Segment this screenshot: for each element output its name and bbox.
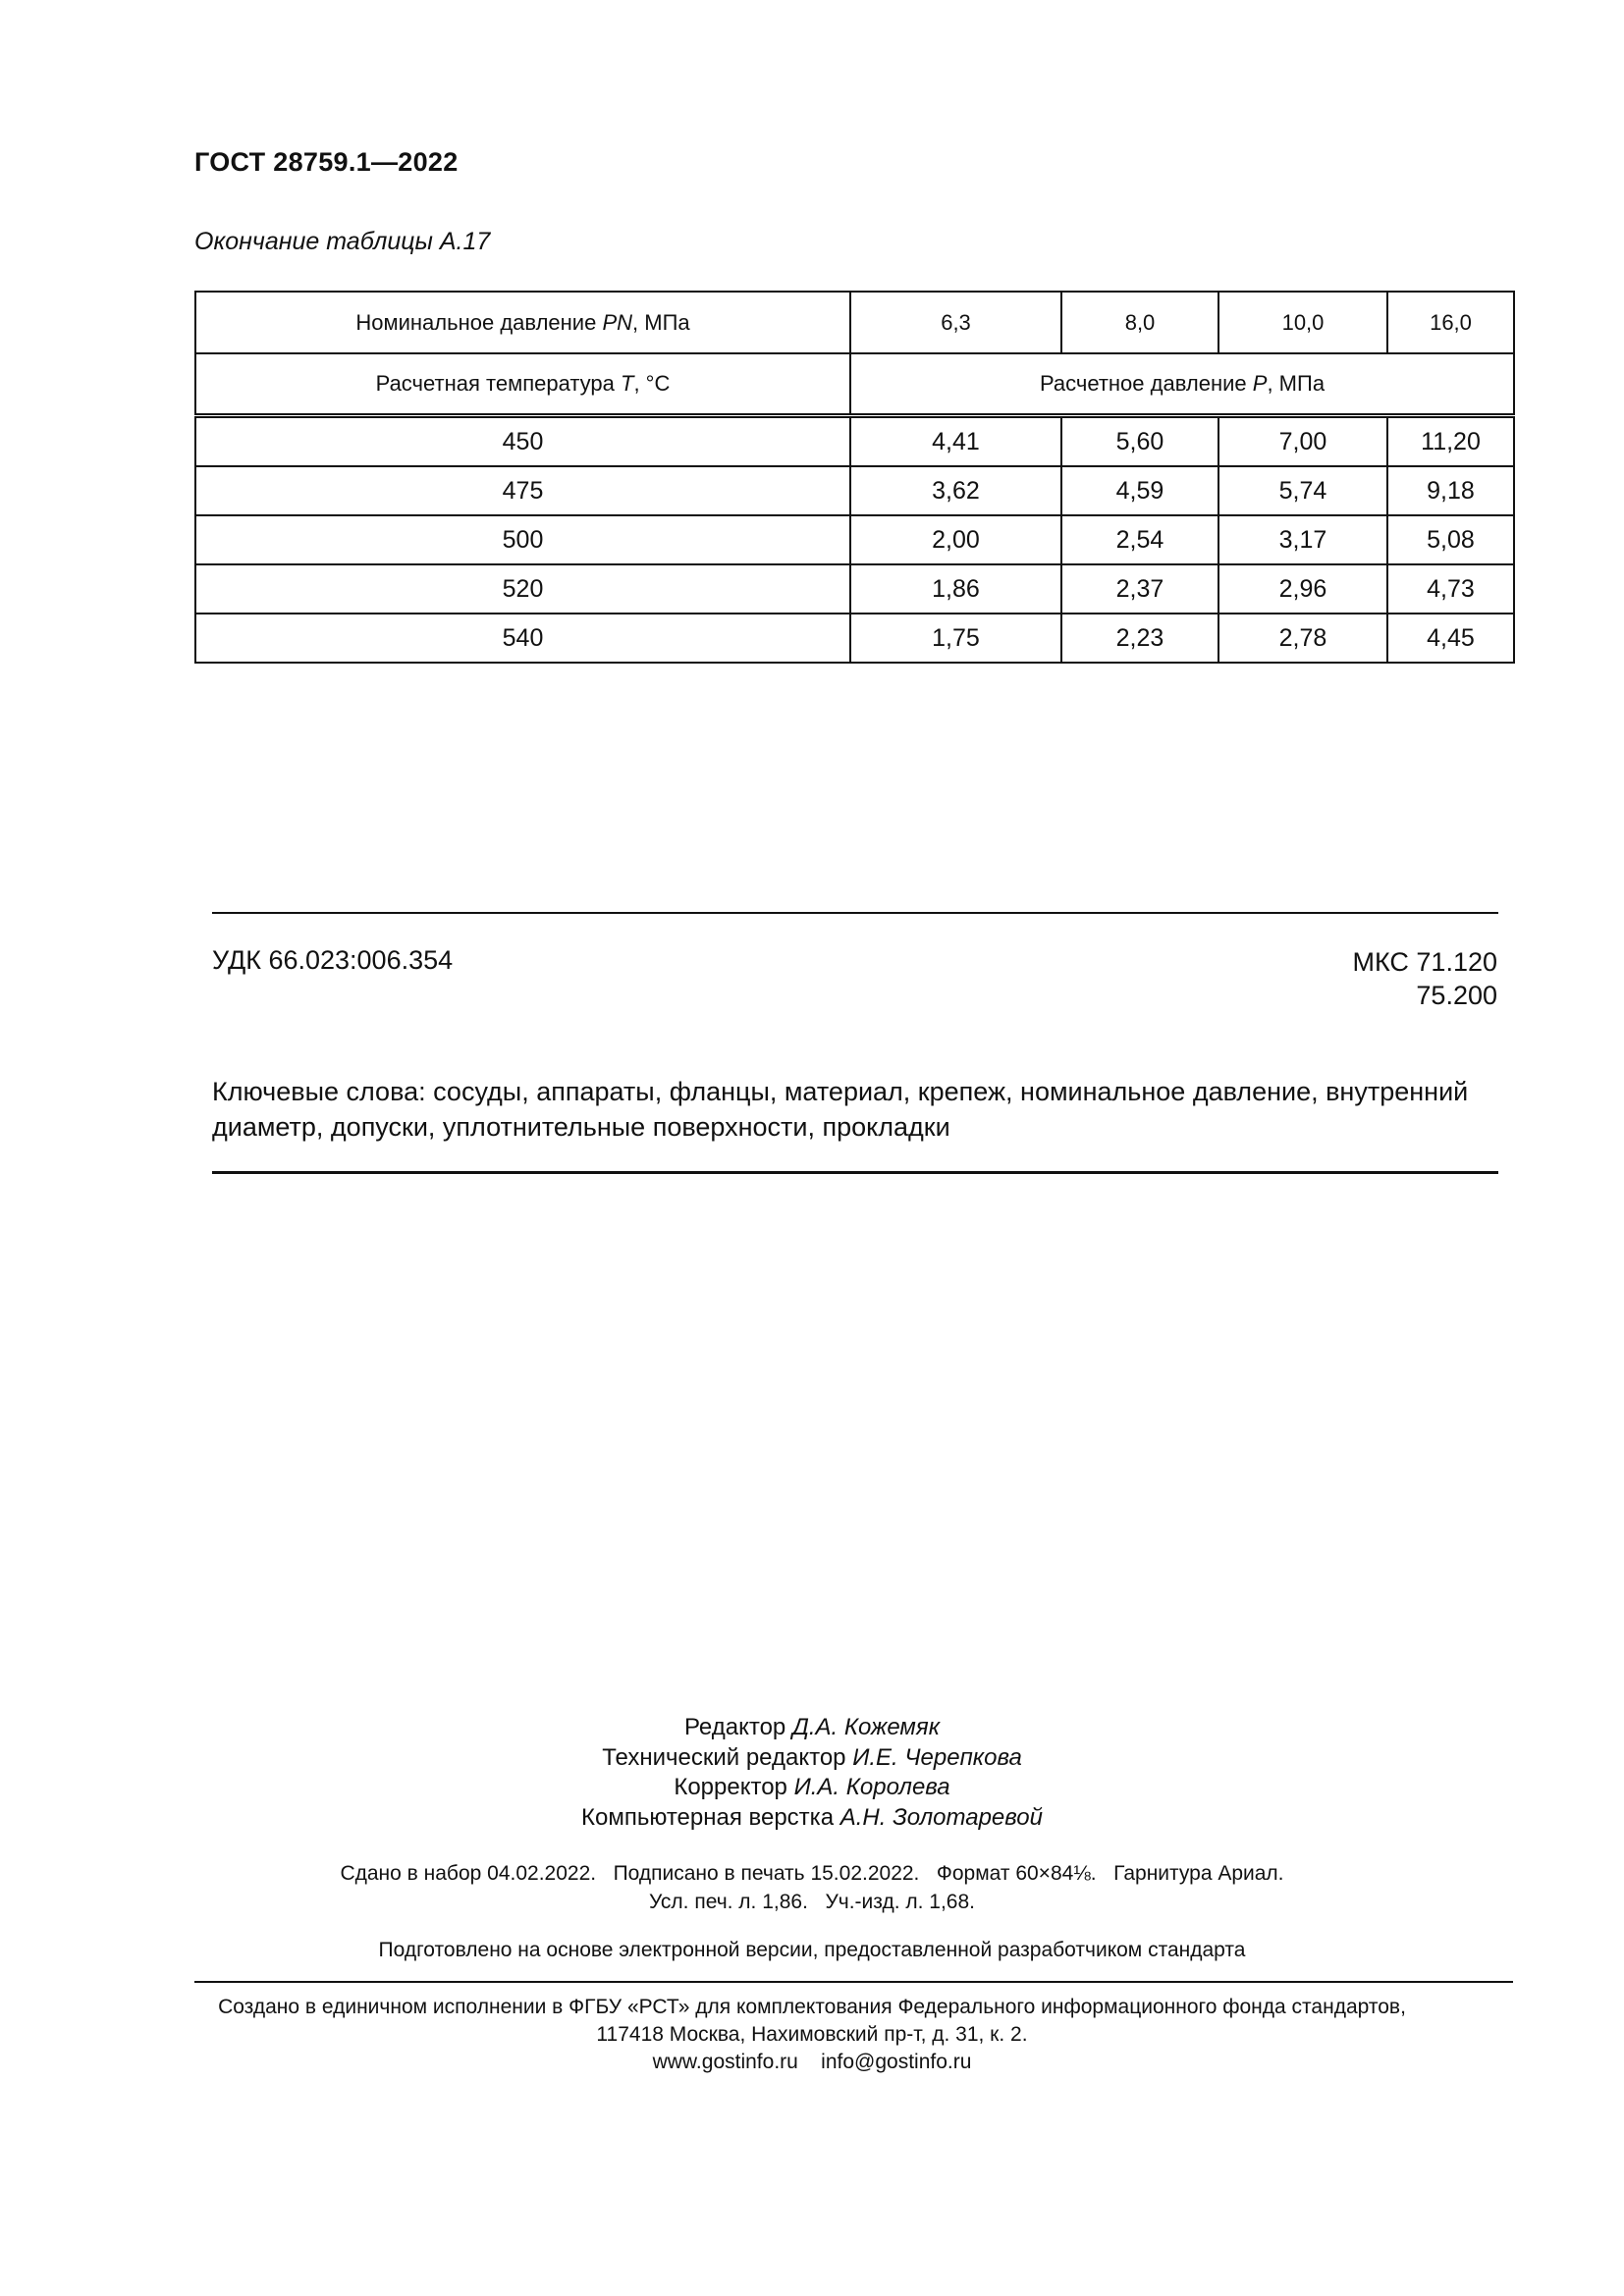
layout-line: Компьютерная верстка А.Н. Золотаревой (581, 1803, 1043, 1831)
standard-code: ГОСТ 28759.1—2022 (194, 147, 459, 177)
pressure-cell: 5,74 (1218, 466, 1387, 515)
keywords (212, 1074, 1498, 1145)
editor-line: Редактор Д.А. Кожемяк (683, 1714, 941, 1740)
temperature-cell: 450 (195, 416, 850, 467)
print-info-line: Сдано в набор 04.02.2022. Подписано в печать 15.02.2022. Формат 60×84⅛. Гарнитура Ариал. (340, 1862, 1284, 1885)
pressure-cell: 1,75 (850, 614, 1061, 663)
table-row (195, 614, 1514, 663)
pressure-cell: 11,20 (1387, 416, 1514, 467)
keywords-line: диаметр, допуски, уплотнительные поверхности, прокладки (212, 1112, 950, 1142)
temperature-cell: 520 (195, 564, 850, 614)
pressure-cell: 2,96 (1218, 564, 1387, 614)
udk-code: УДК 66.023:006.354 (212, 945, 454, 975)
pn-value: 16,0 (1387, 292, 1514, 353)
corrector-line: Корректор И.А. Королева (674, 1774, 950, 1800)
keywords-divider (212, 1171, 1498, 1174)
design-pressure-label: Расчетное давление P, МПа (850, 353, 1514, 416)
table-caption: Окончание таблицы А.17 (194, 228, 491, 255)
table-subheader-row (195, 353, 1514, 416)
mks-line: 75.200 (1416, 981, 1497, 1010)
pressure-cell: 9,18 (1387, 466, 1514, 515)
mks-line: МКС 71.120 (1352, 947, 1497, 977)
table-row (195, 416, 1514, 467)
pressure-cell: 3,62 (850, 466, 1061, 515)
pressure-cell: 5,60 (1061, 416, 1218, 467)
pressure-cell: 5,08 (1387, 515, 1514, 564)
pressure-cell: 7,00 (1218, 416, 1387, 467)
table-row (195, 515, 1514, 564)
print-info-line: Усл. печ. л. 1,86. Уч.-изд. л. 1,68. (648, 1891, 975, 1913)
footer-links: www.gostinfo.ru info@gostinfo.ru (652, 2051, 972, 2073)
temperature-cell: 475 (195, 466, 850, 515)
temperature-cell: 540 (195, 614, 850, 663)
pressure-cell: 3,17 (1218, 515, 1387, 564)
pressure-cell: 2,23 (1061, 614, 1218, 663)
pressure-cell: 1,86 (850, 564, 1061, 614)
pressure-cell: 2,00 (850, 515, 1061, 564)
pressure-cell: 2,54 (1061, 515, 1218, 564)
pn-value: 10,0 (1218, 292, 1387, 353)
credits-block (0, 1713, 1624, 1833)
publisher-footer (0, 1994, 1624, 2076)
table-header-row (195, 292, 1514, 353)
design-temperature-label: Расчетная температура T, °С (195, 353, 850, 416)
temperature-cell: 500 (195, 515, 850, 564)
pressure-table (194, 291, 1515, 664)
keywords-line: Ключевые слова: сосуды, аппараты, фланцы, материал, крепеж, номинальное давление, внутренний (212, 1077, 1469, 1106)
prepared-note: Подготовлено на основе электронной версии, предоставленной разработчиком стандарта (378, 1939, 1246, 1961)
pressure-cell: 2,78 (1218, 614, 1387, 663)
pressure-cell: 4,45 (1387, 614, 1514, 663)
footer-line: Создано в единичном исполнении в ФГБУ «РСТ» для комплектования Федерального информационного фонда стандартов, (218, 1996, 1406, 2018)
tech-editor-line: Технический редактор И.Е. Черепкова (602, 1743, 1022, 1771)
mks-code (1353, 945, 1498, 1012)
pn-value: 6,3 (850, 292, 1061, 353)
footer-divider (194, 1981, 1513, 1983)
nominal-pressure-label: Номинальное давление PN, МПа (195, 292, 850, 353)
print-info (0, 1859, 1624, 1916)
pn-value: 8,0 (1061, 292, 1218, 353)
table-row (195, 466, 1514, 515)
pressure-cell: 2,37 (1061, 564, 1218, 614)
table-row (195, 564, 1514, 614)
footer-line: 117418 Москва, Нахимовский пр-т, д. 31, к. 2. (596, 2023, 1028, 2046)
pressure-cell: 4,59 (1061, 466, 1218, 515)
pressure-cell: 4,73 (1387, 564, 1514, 614)
top-divider (212, 912, 1498, 914)
pressure-cell: 4,41 (850, 416, 1061, 467)
